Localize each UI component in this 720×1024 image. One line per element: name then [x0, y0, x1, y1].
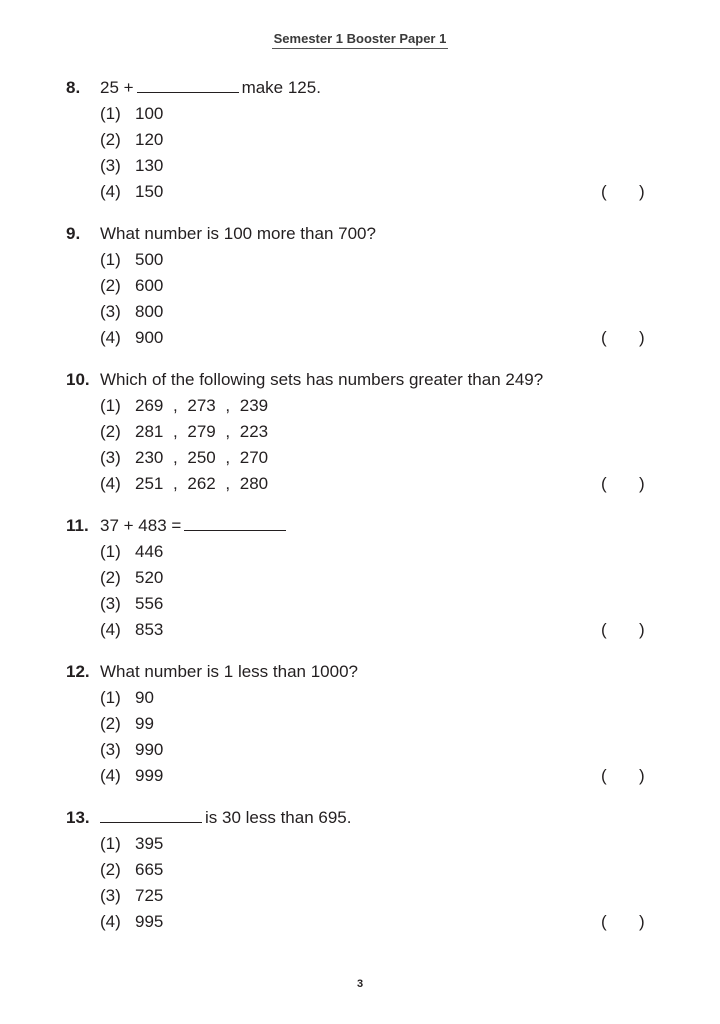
option: (3) 230 , 250 , 270 — [100, 448, 269, 467]
option: (4) 150 — [100, 182, 164, 201]
page-number: 3 — [356, 978, 364, 990]
option: (2) 120 — [100, 130, 164, 149]
option: (2) 520 — [100, 568, 164, 587]
option: (2) 99 — [100, 714, 154, 733]
option: (1) 446 — [100, 542, 164, 561]
question-number: 9. — [66, 224, 81, 243]
question-number: 12. — [66, 662, 90, 681]
option: (1) 90 — [100, 688, 154, 707]
question-number: 10. — [66, 370, 90, 389]
answer-blank — [100, 821, 202, 823]
question-number: 11. — [66, 516, 89, 535]
option: (1) 100 — [100, 104, 164, 123]
option: (4) 900 — [100, 328, 164, 347]
option: (2) 281 , 279 , 223 — [100, 422, 269, 441]
option: (4) 999 — [100, 766, 164, 785]
option: (4) 251 , 262 , 280 — [100, 474, 269, 493]
option: (1) 395 — [100, 834, 164, 853]
option: (3) 725 — [100, 886, 164, 905]
option: (3) 130 — [100, 156, 164, 175]
answer-blank — [137, 91, 239, 93]
option: (4) 853 — [100, 620, 164, 639]
option: (3) 990 — [100, 740, 164, 759]
option: (1) 269 , 273 , 239 — [100, 396, 269, 415]
option: (3) 556 — [100, 594, 164, 613]
option: (2) 600 — [100, 276, 164, 295]
paper-title: Semester 1 Booster Paper 1 — [272, 31, 449, 49]
option: (1) 500 — [100, 250, 164, 269]
question-number: 13. — [66, 808, 90, 827]
question-number: 8. — [66, 78, 81, 97]
option: (3) 800 — [100, 302, 164, 321]
option: (4) 995 — [100, 912, 164, 931]
option: (2) 665 — [100, 860, 164, 879]
answer-blank — [184, 529, 286, 531]
page-header — [0, 30, 720, 48]
